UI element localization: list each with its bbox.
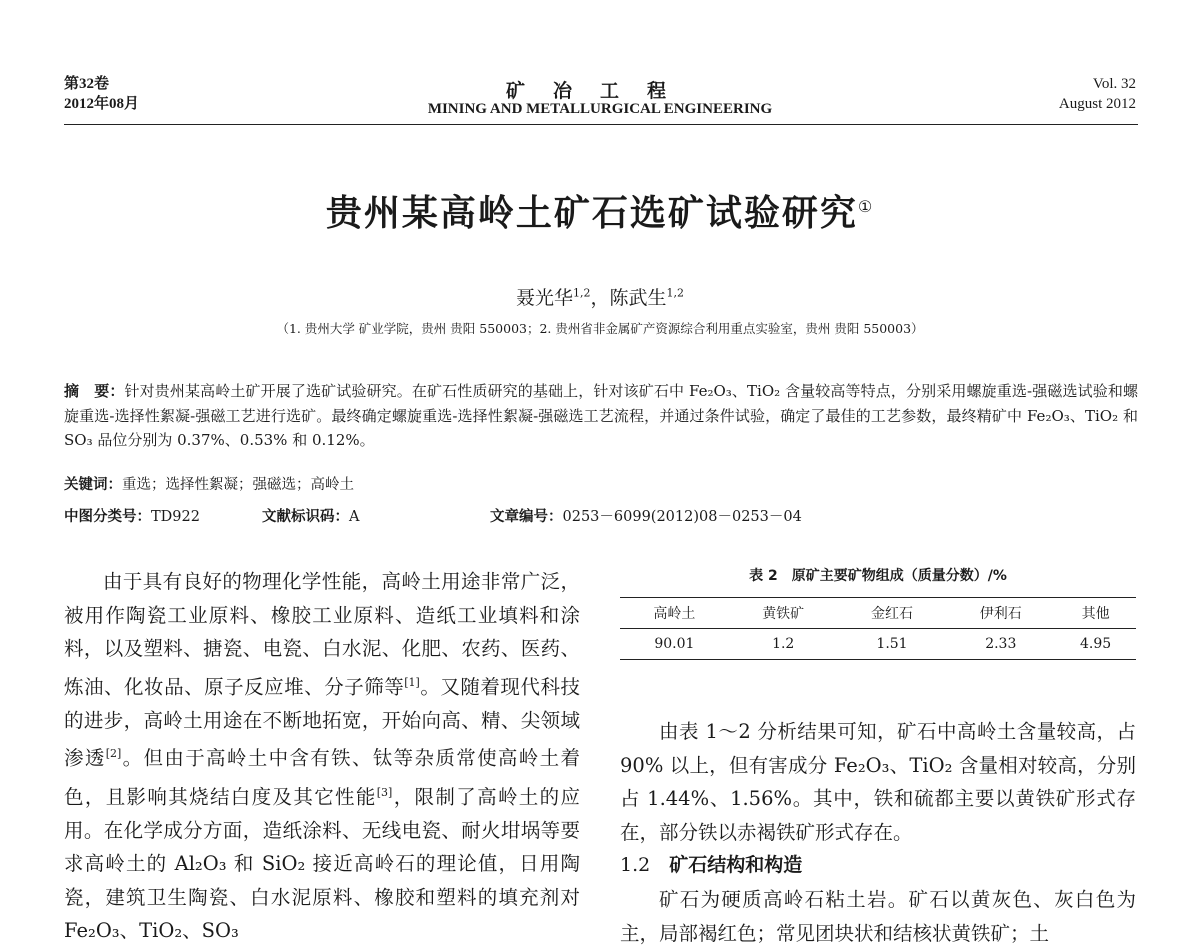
title-footnote-mark: ①	[857, 197, 875, 216]
citation-3: [3]	[376, 785, 393, 799]
header-rule	[64, 124, 1138, 125]
intro-text-2: 。又随着现代科技的进步，高岭土用途在不断地拓宽，开始向高、精、尖领域渗透	[64, 675, 580, 770]
header-date-en: August 2012	[1058, 96, 1136, 112]
citation-2: [2]	[105, 747, 122, 761]
intro-text-3: 。但由于高岭土中含有铁、钛等杂质常使高岭土着色，且影响其烧结白度及其它性能	[64, 746, 580, 809]
author-separator: ，	[590, 287, 610, 309]
structure-paragraph: 矿石为硬质高岭石粘土岩。矿石以黄灰色、灰白色为主，局部褐红色；常见团块状和结核状黄铁矿；土	[620, 887, 1136, 945]
table-header-cell: 高岭土	[653, 606, 696, 622]
article-number-value: 0253－6099(2012)08－0253－04	[562, 509, 802, 525]
header-vol-en: Vol. 32	[1092, 76, 1136, 92]
table-cell: 2.33	[985, 636, 1017, 652]
section-heading	[620, 849, 1136, 883]
section-title: 矿石结构和构造	[669, 854, 803, 877]
keywords-text: 重选；选择性絮凝；强磁选；高岭土	[122, 477, 354, 493]
affiliation: （1. 贵州大学 矿业学院，贵州 贵阳 550003；2. 贵州省非金属矿产资源综合利用重点实验室，贵州 贵阳 550003）	[276, 321, 924, 336]
table-cell: 4.95	[1080, 636, 1112, 652]
article-number-label: 文章编号：	[490, 509, 563, 525]
article-title	[0, 185, 1200, 236]
clc-value: TD922	[151, 509, 200, 525]
abstract	[64, 379, 1138, 453]
classification-line	[64, 506, 1138, 528]
header-date: 2012年08月	[64, 96, 140, 112]
table-cell: 1.2	[772, 636, 795, 652]
journal-title-cn: 矿冶工程	[505, 80, 694, 102]
table-header-cell: 伊利石	[979, 606, 1022, 622]
abstract-label: 摘 要：	[64, 382, 125, 400]
intro-paragraph	[64, 565, 580, 948]
right-column-body	[620, 715, 1136, 950]
author-2-affiliation: 1,2	[666, 286, 685, 300]
doc-code	[262, 506, 359, 528]
table-cell: 1.51	[876, 636, 908, 652]
author-2: 陈武生	[609, 287, 667, 309]
article-title-text: 贵州某高岭土矿石选矿试验研究	[325, 193, 858, 234]
analysis-paragraph: 由表 1～2 分析结果可知，矿石中高岭土含量较高，占 90% 以上，但有害成分 Fe₂O₃、TiO₂ 含量相对较高，分别占 1.44%、1.56%。其中，铁和硫都主要以黄铁矿形式存在，部分铁以赤褐铁矿形式存在。	[620, 720, 1136, 844]
table-header-cell: 黄铁矿	[762, 606, 805, 622]
article-number	[490, 506, 802, 528]
clc-label: 中图分类号：	[64, 509, 151, 525]
table-row	[620, 629, 1136, 660]
table-header-cell: 金红石	[870, 606, 913, 622]
table-cell: 90.01	[654, 636, 695, 652]
header-volume: 第32卷	[64, 76, 110, 92]
doc-label: 文献标识码：	[262, 509, 349, 525]
keywords-label: 关键词：	[64, 477, 122, 493]
journal-title-en: MINING AND METALLURGICAL ENGINEERING	[427, 101, 773, 117]
table-caption: 表 2 原矿主要矿物组成（质量分数）/%	[749, 568, 1007, 584]
citation-1: [1]	[404, 675, 420, 689]
mineral-composition-table	[620, 597, 1136, 660]
abstract-text: 针对贵州某高岭土矿开展了选矿试验研究。在矿石性质研究的基础上，针对该矿石中 Fe₂O₃、TiO₂ 含量较高等特点，分别采用螺旋重选-强磁选试验和螺旋重选-选择性絮凝-强磁工艺进行选矿。最终确定螺旋重选-选择性絮凝-强磁选工艺流程，并通过条件试验，确定了最佳的工艺参数，最终精矿中 Fe₂O₃、TiO₂ 和 SO₃ 品位分别为 0.37%、0.53% 和 0.12%。	[64, 382, 1138, 449]
keywords	[64, 474, 354, 496]
section-number: 1.2	[620, 854, 651, 877]
table-header-row	[620, 598, 1136, 629]
intro-text-4: ，限制了高岭土的应用。在化学成分方面，造纸涂料、无线电瓷、耐火坩埚等要求高岭土的 Al₂O₃ 和 SiO₂ 接近高岭石的理论值，日用陶瓷，建筑卫生陶瓷、白水泥原料、橡胶和塑料的填充剂对 Fe₂O₃、TiO₂、SO₃	[64, 785, 580, 943]
authors	[0, 283, 1200, 310]
author-1-affiliation: 1,2	[572, 286, 591, 300]
intro-text-1: 由于具有良好的物理化学性能，高岭土用途非常广泛，被用作陶瓷工业原料、橡胶工业原料、造纸工业填料和涂料，以及塑料、搪瓷、电瓷、白水泥、化肥、农药、医药、炼油、化妆品、原子反应堆、分子筛等	[64, 570, 580, 699]
author-1: 聂光华	[515, 287, 573, 309]
doc-value: A	[349, 509, 360, 525]
table-header-cell: 其他	[1081, 606, 1110, 622]
